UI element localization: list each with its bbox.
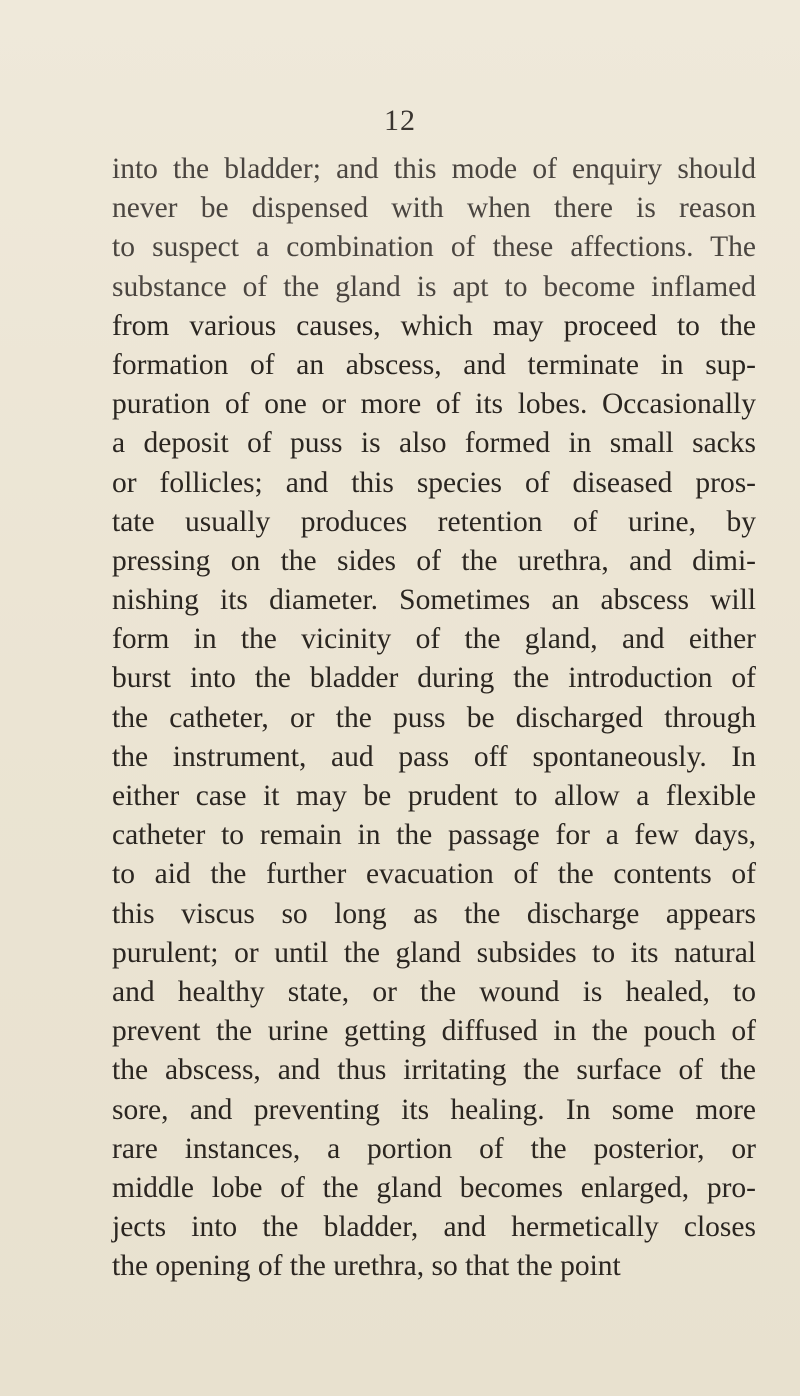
- text-line: the abscess, and thus irritating the surface of the: [112, 1054, 756, 1087]
- text-line: form in the vicinity of the gland, and either: [112, 623, 756, 656]
- text-line: catheter to remain in the passage for a few days,: [112, 819, 756, 852]
- text-line: and healthy state, or the wound is healed, to: [112, 975, 756, 1008]
- text-line: a deposit of puss is also formed in small sacks: [112, 427, 756, 460]
- text-line: tate usually produces retention of urine, by: [112, 505, 756, 538]
- text-line: this viscus so long as the discharge appears: [112, 897, 756, 930]
- text-line: burst into the bladder during the introduction of: [112, 662, 756, 695]
- text-line: formation of an abscess, and terminate in sup-: [112, 348, 756, 381]
- body-text: [112, 150, 756, 1286]
- text-line: substance of the gland is apt to become inflamed: [112, 270, 756, 303]
- text-line: nishing its diameter. Sometimes an abscess will: [112, 584, 756, 617]
- text-line: into the bladder; and this mode of enquiry should: [112, 153, 756, 185]
- text-line: puration of one or more of its lobes. Occasionally: [112, 388, 756, 421]
- text-line: purulent; or until the gland subsides to its natural: [112, 936, 756, 969]
- text-line: the catheter, or the puss be discharged through: [112, 701, 756, 734]
- page-number: 12: [384, 104, 416, 137]
- text-line: pressing on the sides of the urethra, and dimi-: [112, 544, 756, 577]
- text-line: middle lobe of the gland becomes enlarged, pro-: [112, 1171, 756, 1204]
- text-line: from various causes, which may proceed to the: [112, 309, 756, 342]
- text-line: or follicles; and this species of diseased pros-: [112, 466, 756, 499]
- text-line: the instrument, aud pass off spontaneously. In: [112, 740, 756, 773]
- text-line: jects into the bladder, and hermetically closes: [112, 1211, 756, 1244]
- text-line: sore, and preventing its healing. In some more: [112, 1093, 756, 1126]
- text-line: the opening of the urethra, so that the point: [112, 1250, 621, 1283]
- text-line: to suspect a combination of these affections. The: [112, 231, 756, 264]
- text-line: either case it may be prudent to allow a flexible: [112, 780, 756, 812]
- text-line: prevent the urine getting diffused in the pouch of: [112, 1015, 756, 1048]
- text-line: never be dispensed with when there is reason: [112, 192, 756, 225]
- text-line: to aid the further evacuation of the contents of: [112, 858, 756, 891]
- text-line: rare instances, a portion of the posterior, or: [112, 1132, 756, 1165]
